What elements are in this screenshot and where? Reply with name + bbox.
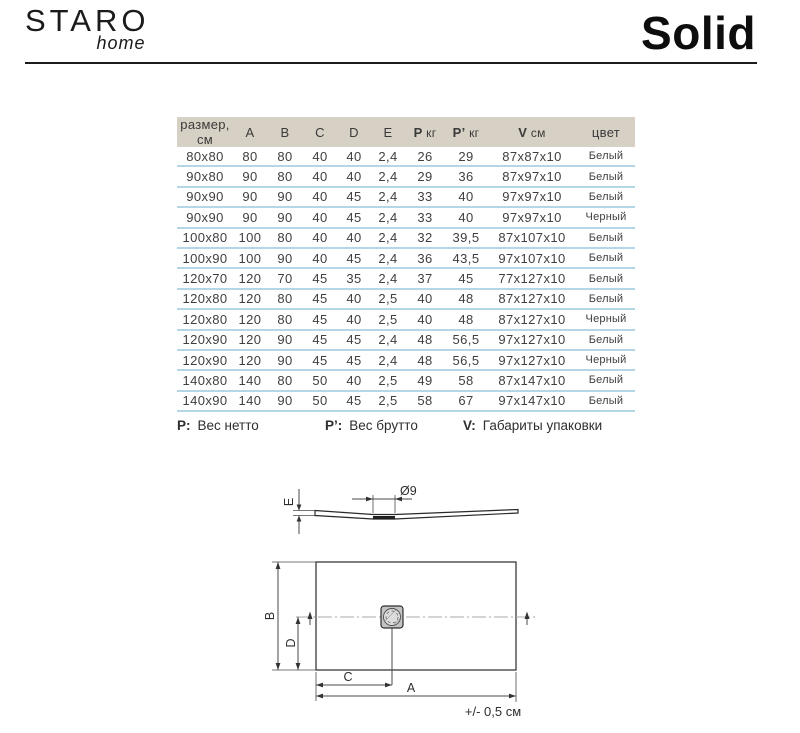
legend-label: Вес нетто: [197, 418, 259, 433]
plan-view: [263, 562, 536, 719]
table-row: [177, 228, 635, 248]
table-cell: 40: [337, 228, 371, 248]
table-cell: 120: [233, 309, 267, 329]
table-cell: 2,4: [371, 248, 405, 268]
table-cell: 140x90: [177, 391, 233, 411]
table-cell: 90: [267, 207, 303, 227]
table-cell: 2,4: [371, 228, 405, 248]
table-cell: 2,5: [371, 370, 405, 390]
table-cell: Белый: [577, 147, 635, 166]
column-header: C: [303, 117, 337, 147]
table-row: [177, 268, 635, 288]
table-cell: 40: [405, 309, 445, 329]
table-cell: 80: [233, 147, 267, 166]
table-cell: 2,4: [371, 187, 405, 207]
drain-diameter-label: Ø9: [400, 484, 417, 498]
table-cell: 120x70: [177, 268, 233, 288]
legend: [177, 418, 635, 436]
header-divider: [25, 62, 757, 64]
table-cell: 29: [445, 147, 487, 166]
column-header: P кг: [405, 117, 445, 147]
table-cell: 33: [405, 187, 445, 207]
page-title: Solid: [641, 7, 756, 59]
table-cell: Белый: [577, 330, 635, 350]
table-cell: 80: [267, 289, 303, 309]
side-view: [282, 484, 518, 534]
table-row: [177, 350, 635, 370]
table-cell: 40: [303, 187, 337, 207]
table-cell: 90: [267, 330, 303, 350]
column-header: размер, см: [177, 117, 233, 147]
table-cell: Белый: [577, 228, 635, 248]
table-cell: 90: [233, 207, 267, 227]
table-cell: 120x80: [177, 289, 233, 309]
table-cell: 87x87x10: [487, 147, 577, 166]
column-header: V см: [487, 117, 577, 147]
table-cell: 90x90: [177, 187, 233, 207]
table-cell: 58: [445, 370, 487, 390]
table-cell: 97x127x10: [487, 330, 577, 350]
table-header: [177, 117, 635, 147]
table-body: [177, 147, 635, 411]
column-header: P’ кг: [445, 117, 487, 147]
table-cell: 40: [337, 166, 371, 186]
table-cell: 120: [233, 289, 267, 309]
table-header-row: [177, 117, 635, 147]
table-row: [177, 370, 635, 390]
column-header: цвет: [577, 117, 635, 147]
thickness-dim-label: E: [282, 497, 296, 507]
table-cell: 49: [405, 370, 445, 390]
table-cell: 90x90: [177, 207, 233, 227]
table-cell: 45: [337, 350, 371, 370]
table-cell: 50: [303, 370, 337, 390]
table-cell: 90: [233, 187, 267, 207]
table-cell: 56,5: [445, 330, 487, 350]
table-cell: 40: [405, 289, 445, 309]
table-cell: 45: [337, 391, 371, 411]
table-cell: 120x90: [177, 330, 233, 350]
table-cell: 45: [337, 187, 371, 207]
table-row: [177, 330, 635, 350]
table-cell: 87x97x10: [487, 166, 577, 186]
table-cell: 70: [267, 268, 303, 288]
table-cell: 29: [405, 166, 445, 186]
table-row: [177, 187, 635, 207]
column-header: E: [371, 117, 405, 147]
table-cell: Черный: [577, 207, 635, 227]
table-cell: 2,5: [371, 289, 405, 309]
table-cell: 37: [405, 268, 445, 288]
table-cell: 140: [233, 370, 267, 390]
table-cell: 120x90: [177, 350, 233, 370]
table-cell: 90: [267, 248, 303, 268]
table-cell: 87x147x10: [487, 370, 577, 390]
tray-outline: [316, 562, 516, 670]
table-cell: 40: [303, 248, 337, 268]
table-cell: 140: [233, 391, 267, 411]
table-cell: 40: [445, 207, 487, 227]
table-cell: 2,4: [371, 268, 405, 288]
drain-offset-x-label: C: [343, 670, 353, 684]
table-cell: Белый: [577, 248, 635, 268]
table-cell: 77x127x10: [487, 268, 577, 288]
table-row: [177, 248, 635, 268]
table-cell: 67: [445, 391, 487, 411]
legend-label: Габариты упаковки: [482, 418, 603, 433]
table-cell: 48: [405, 330, 445, 350]
table-cell: 87x107x10: [487, 228, 577, 248]
table-cell: 35: [337, 268, 371, 288]
table-cell: 97x107x10: [487, 248, 577, 268]
table-cell: 45: [303, 350, 337, 370]
column-header: A: [233, 117, 267, 147]
table-cell: 45: [303, 289, 337, 309]
table-cell: 80: [267, 147, 303, 166]
table-cell: 2,4: [371, 147, 405, 166]
table-cell: 40: [337, 289, 371, 309]
length-a-label: A: [406, 681, 416, 695]
table-cell: 40: [337, 147, 371, 166]
table-cell: 39,5: [445, 228, 487, 248]
table-cell: 45: [303, 309, 337, 329]
table-cell: 90x80: [177, 166, 233, 186]
table-cell: 87x127x10: [487, 289, 577, 309]
table-cell: 90: [267, 350, 303, 370]
table-cell: Белый: [577, 370, 635, 390]
table-cell: 33: [405, 207, 445, 227]
table-cell: 36: [445, 166, 487, 186]
table-cell: 97x127x10: [487, 350, 577, 370]
brand-logo-subtext: home: [96, 32, 146, 53]
table-cell: 43,5: [445, 248, 487, 268]
legend-item: [325, 418, 418, 433]
table-cell: 80x80: [177, 147, 233, 166]
legend-item: [177, 418, 259, 433]
legend-item: [463, 418, 602, 433]
table-cell: Белый: [577, 391, 635, 411]
table-cell: 80: [267, 166, 303, 186]
table-cell: 2,5: [371, 391, 405, 411]
width-b-label: B: [263, 611, 277, 621]
table-cell: 90: [267, 391, 303, 411]
table-cell: 90: [267, 187, 303, 207]
legend-key: V:: [463, 418, 476, 433]
table-cell: 97x97x10: [487, 207, 577, 227]
table-cell: Белый: [577, 166, 635, 186]
tolerance-note: +/- 0,5 см: [464, 704, 522, 719]
table-cell: Белый: [577, 289, 635, 309]
table-cell: Черный: [577, 309, 635, 329]
table-cell: 100: [233, 248, 267, 268]
table-cell: 50: [303, 391, 337, 411]
table-cell: 40: [337, 309, 371, 329]
table-cell: 45: [337, 207, 371, 227]
table-cell: 80: [267, 228, 303, 248]
table-cell: 100x90: [177, 248, 233, 268]
column-header: D: [337, 117, 371, 147]
table-cell: 87x127x10: [487, 309, 577, 329]
table-cell: 40: [303, 228, 337, 248]
table-cell: 48: [405, 350, 445, 370]
table-cell: 120: [233, 350, 267, 370]
table-cell: 97x147x10: [487, 391, 577, 411]
table-row: [177, 207, 635, 227]
table-cell: 40: [337, 370, 371, 390]
table-cell: 40: [303, 166, 337, 186]
table-cell: 2,4: [371, 166, 405, 186]
table-row: [177, 391, 635, 411]
table-row: [177, 309, 635, 329]
table-cell: 36: [405, 248, 445, 268]
table-cell: 97x97x10: [487, 187, 577, 207]
table-cell: 45: [337, 330, 371, 350]
table-row: [177, 289, 635, 309]
table-cell: 120: [233, 330, 267, 350]
technical-drawing: [240, 465, 570, 733]
drain-section: [373, 516, 395, 519]
table-cell: 2,4: [371, 330, 405, 350]
table-cell: Белый: [577, 187, 635, 207]
table-cell: Белый: [577, 268, 635, 288]
legend-key: P’:: [325, 418, 343, 433]
table-cell: 2,5: [371, 309, 405, 329]
table-cell: 40: [303, 147, 337, 166]
table-cell: 58: [405, 391, 445, 411]
table-cell: 80: [267, 370, 303, 390]
table-cell: 45: [303, 330, 337, 350]
table-cell: Черный: [577, 350, 635, 370]
table-row: [177, 166, 635, 186]
table-cell: 26: [405, 147, 445, 166]
tray-profile: [315, 510, 518, 520]
table-cell: 40: [445, 187, 487, 207]
table-cell: 120x80: [177, 309, 233, 329]
legend-label: Вес брутто: [349, 418, 418, 433]
table-cell: 45: [303, 268, 337, 288]
table-cell: 48: [445, 309, 487, 329]
table-cell: 45: [337, 248, 371, 268]
spec-table: [177, 117, 635, 412]
brand-logo-text: STARO: [25, 3, 150, 38]
table-cell: 2,4: [371, 350, 405, 370]
drain-offset-y-label: D: [284, 638, 298, 648]
drain-cover: [381, 606, 403, 628]
column-header: B: [267, 117, 303, 147]
table-cell: 100: [233, 228, 267, 248]
table-cell: 56,5: [445, 350, 487, 370]
legend-key: P:: [177, 418, 191, 433]
table-cell: 140x80: [177, 370, 233, 390]
table-cell: 48: [445, 289, 487, 309]
table-cell: 40: [303, 207, 337, 227]
brand-logo: [25, 5, 150, 54]
table-cell: 80: [267, 309, 303, 329]
table-cell: 32: [405, 228, 445, 248]
table-cell: 2,4: [371, 207, 405, 227]
table-cell: 45: [445, 268, 487, 288]
table-cell: 90: [233, 166, 267, 186]
table-row: [177, 147, 635, 166]
table-cell: 120: [233, 268, 267, 288]
table-cell: 100x80: [177, 228, 233, 248]
